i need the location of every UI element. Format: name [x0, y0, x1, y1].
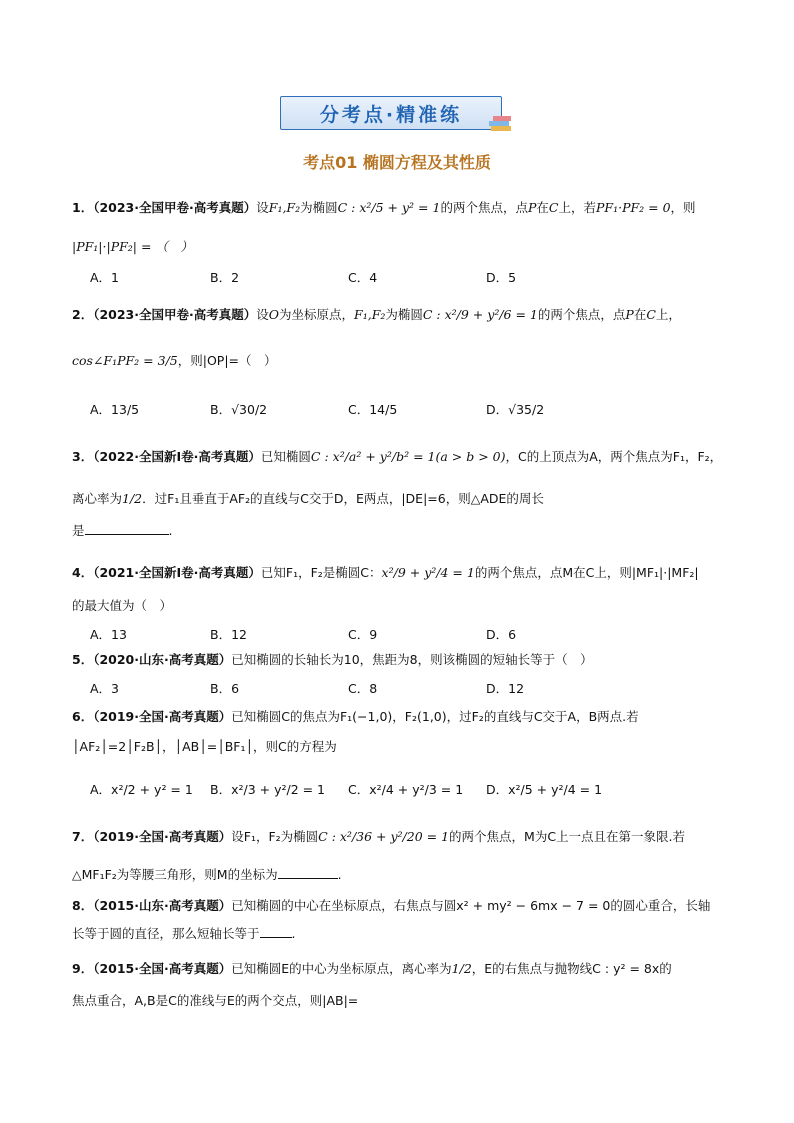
- question-1-line2: |PF₁|·|PF₂| = （ ）: [72, 239, 193, 254]
- question-5-options: [90, 679, 710, 699]
- option-b[interactable]: B．2: [210, 270, 240, 285]
- question-1: 1．（2023·全国甲卷·高考真题）设F₁,F₂为椭圆C : x²/5 + y² = 1的两个焦点，点P在C上，若PF₁·PF₂ = 0，则: [72, 200, 696, 215]
- question-2-options: [90, 400, 710, 420]
- option-a[interactable]: A．3: [90, 681, 120, 696]
- option-d[interactable]: D．5: [486, 270, 517, 285]
- question-2-line2: cos∠F₁PF₂ = 3/5，则|OP|=（ ）: [72, 353, 277, 368]
- option-c[interactable]: C．4: [348, 270, 378, 285]
- question-6-line2: │AF₂│=2│F₂B│，│AB│=│BF₁│，则C的方程为: [72, 739, 337, 754]
- question-9: 9．（2015·全国·高考真题）已知椭圆E的中心为坐标原点，离心率为1/2，E的右焦点与抛物线C : y² = 8x的: [72, 961, 672, 976]
- section-banner: [280, 96, 502, 130]
- option-a[interactable]: A．13: [90, 627, 127, 642]
- question-1-options: [90, 268, 710, 288]
- option-c[interactable]: C．9: [348, 627, 378, 642]
- question-7-line2: △MF₁F₂为等腰三角形，则M的坐标为 .: [72, 867, 342, 882]
- ellipse-equation: C : x²/9 + y²/6 = 1: [422, 307, 538, 322]
- question-2: 2．（2023·全国甲卷·高考真题）设O为坐标原点，F₁,F₂为椭圆C : x²/9 + y²/6 = 1的两个焦点，点P在C上，: [72, 307, 681, 322]
- option-c[interactable]: C．x²/4 + y²/3 = 1: [348, 782, 464, 797]
- answer-blank[interactable]: [260, 925, 292, 938]
- question-4-options: [90, 625, 710, 645]
- question-7: 7．（2019·全国·高考真题）设F₁，F₂为椭圆C : x²/36 + y²/20 = 1的两个焦点，M为C上一点且在第一象限.若: [72, 829, 686, 844]
- option-a[interactable]: A．13/5: [90, 402, 140, 417]
- question-6: 6．（2019·全国·高考真题）已知椭圆C的焦点为F₁(−1,0)，F₂(1,0)，过F₂的直线与C交于A，B两点.若: [72, 709, 639, 724]
- ellipse-equation: C : x²/a² + y²/b² = 1(a > b > 0): [310, 449, 506, 464]
- question-5: 5．（2020·山东·高考真题）已知椭圆的长轴长为10，焦距为8，则该椭圆的短轴长等于（ ）: [72, 652, 593, 667]
- option-b[interactable]: B．√30/2: [210, 402, 268, 417]
- question-9-line2: 焦点重合，A,B是C的准线与E的两个交点，则|AB|=: [72, 993, 359, 1008]
- books-icon: [487, 114, 515, 134]
- option-a[interactable]: A．1: [90, 270, 120, 285]
- answer-blank[interactable]: [278, 866, 338, 879]
- option-a[interactable]: A．x²/2 + y² = 1: [90, 782, 193, 797]
- ellipse-equation: x²/9 + y²/4 = 1: [381, 565, 475, 580]
- question-4-line2: 的最大值为（ ）: [72, 598, 173, 613]
- question-6-options: [90, 780, 710, 800]
- option-d[interactable]: D．x²/5 + y²/4 = 1: [486, 782, 603, 797]
- section-subtitle: 考点01 椭圆方程及其性质: [303, 153, 491, 172]
- option-c[interactable]: C．14/5: [348, 402, 398, 417]
- ellipse-equation: C : x²/36 + y²/20 = 1: [318, 829, 450, 844]
- ellipse-equation: C : x²/5 + y² = 1: [337, 200, 441, 215]
- option-d[interactable]: D．√35/2: [486, 402, 545, 417]
- option-b[interactable]: B．6: [210, 681, 240, 696]
- question-8-line2: 长等于圆的直径，那么短轴长等于 .: [72, 926, 296, 941]
- option-b[interactable]: B．x²/3 + y²/2 = 1: [210, 782, 326, 797]
- banner-title: 分考点·精准练: [319, 103, 463, 126]
- option-b[interactable]: B．12: [210, 627, 247, 642]
- question-3: 3．（2022·全国新Ⅰ卷·高考真题）已知椭圆C : x²/a² + y²/b² = 1(a > b > 0)，C的上顶点为A，两个焦点为F₁，F₂，: [72, 449, 723, 464]
- option-d[interactable]: D．12: [486, 681, 525, 696]
- option-d[interactable]: D．6: [486, 627, 517, 642]
- answer-blank[interactable]: [85, 522, 169, 535]
- question-4: 4．（2021·全国新Ⅰ卷·高考真题）已知F₁，F₂是椭圆C：x²/9 + y²/4 = 1的两个焦点，点M在C上，则|MF₁|·|MF₂|: [72, 565, 699, 580]
- question-3-line3: 是 .: [72, 523, 173, 538]
- question-3-line2: 离心率为1/2．过F₁且垂直于AF₂的直线与C交于D，E两点，|DE|=6，则△ADE的周长: [72, 491, 544, 506]
- question-8: 8．（2015·山东·高考真题）已知椭圆的中心在坐标原点，右焦点与圆x² + my² − 6mx − 7 = 0的圆心重合，长轴: [72, 898, 711, 913]
- option-c[interactable]: C．8: [348, 681, 378, 696]
